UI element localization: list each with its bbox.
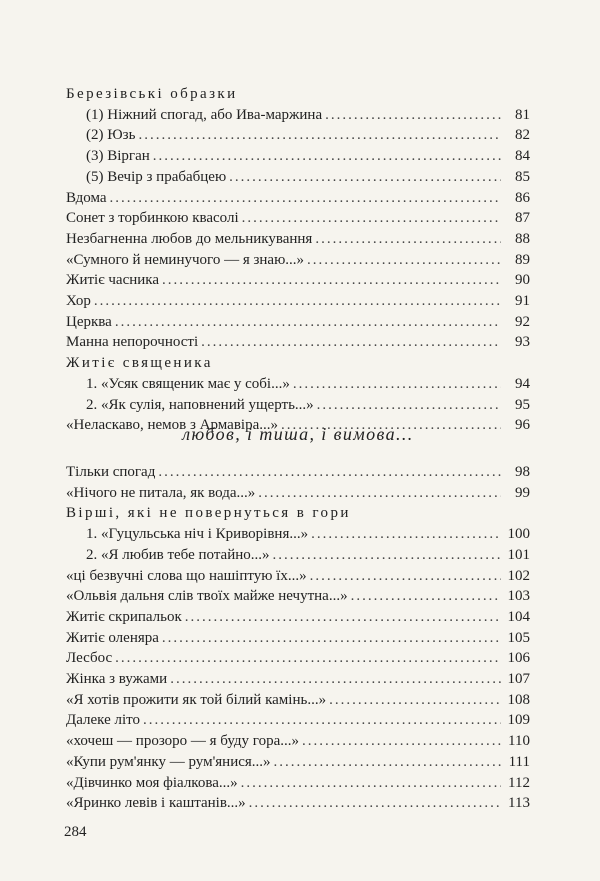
toc-entry-page: 90	[515, 272, 530, 289]
toc-entry-title: Хор	[66, 293, 91, 309]
toc-entry	[66, 710, 530, 730]
toc-entry-page: 108	[507, 691, 530, 708]
section-heading: любов, і тиша, і вимова...	[182, 424, 414, 444]
dot-leader	[258, 483, 501, 503]
dot-leader	[94, 291, 501, 311]
toc-entry-page: 109	[507, 712, 530, 729]
toc-entry	[66, 250, 530, 270]
toc-entry-page: 85	[515, 168, 530, 185]
toc-entry-page: 88	[515, 230, 530, 247]
toc-entry-page: 95	[515, 396, 530, 413]
dot-leader	[170, 669, 501, 689]
toc-entry-title: Манна непорочності	[66, 334, 199, 351]
toc-entry-page: 86	[515, 189, 530, 206]
toc-entry-title: Далеке літо	[66, 712, 140, 729]
dot-leader	[158, 462, 501, 482]
toc-entry-title: Тільки спогад	[66, 464, 156, 480]
dot-leader	[229, 167, 501, 187]
toc-entry	[66, 648, 530, 668]
toc-entry-title: «хочеш — прозоро — я буду гора...»	[66, 733, 299, 750]
toc-entry-title: 1. «Гуцульська ніч і Криворівня...»	[86, 526, 309, 543]
toc-entry-page: 87	[515, 210, 530, 227]
toc-entry-title: Березівські образки	[66, 86, 238, 102]
toc-entry-title: 2. «Я любив тебе потайно...»	[86, 546, 270, 563]
toc-entry	[66, 374, 530, 394]
toc-entry-page: 100	[507, 526, 530, 543]
toc-entry-page: 107	[507, 671, 530, 687]
dot-leader	[307, 250, 501, 270]
toc-entry-page: 106	[507, 650, 530, 667]
dot-leader	[315, 229, 501, 249]
toc-entry-title: Житіє священика	[66, 355, 213, 372]
toc-entry-title: Житіє оленяра	[66, 629, 159, 646]
toc-entry-title: «ці безвучні слова що нашіптую їх...»	[66, 567, 307, 584]
dot-leader	[274, 752, 501, 772]
toc-entry-page: 99	[515, 484, 530, 501]
toc-entry-title: «Я хотів прожити як той білий камінь...»	[66, 691, 327, 708]
dot-leader	[310, 566, 501, 586]
toc-entry	[66, 793, 530, 813]
toc-entry-title: Церква	[66, 313, 112, 330]
toc-entry-page: 113	[508, 795, 530, 812]
dot-leader	[302, 731, 501, 751]
toc-entry-title: 2. «Як сулія, наповнений ущерть...»	[86, 396, 314, 413]
toc-entry-page: 111	[508, 753, 530, 770]
toc-section-title	[66, 84, 530, 104]
dot-leader	[115, 312, 501, 332]
toc-entry	[66, 566, 530, 586]
toc-entry	[66, 270, 530, 290]
toc-entry	[66, 312, 530, 332]
toc-entry-page: 104	[507, 608, 530, 625]
dot-leader	[110, 188, 501, 208]
toc-entry	[66, 524, 530, 544]
toc-entry-title: «Сумного й неминучого — я знаю...»	[66, 251, 305, 268]
toc-entry-page: 101	[507, 546, 530, 563]
dot-leader	[273, 545, 501, 565]
toc-entry-page: 92	[515, 313, 530, 330]
toc-entry	[66, 752, 530, 772]
dot-leader	[325, 105, 501, 125]
toc-entry	[66, 545, 530, 565]
toc-entry	[66, 332, 530, 352]
toc-entry-page: 84	[515, 148, 530, 165]
toc-entry-title: «Ольвія дальня слів твоїх майже нечутна...»	[66, 588, 348, 605]
dot-leader	[201, 332, 501, 352]
page-number: 284	[64, 824, 87, 840]
toc-entry-title: Жінка з вужами	[66, 671, 168, 687]
toc-entry-page: 89	[515, 251, 530, 268]
dot-leader	[311, 524, 501, 544]
dot-leader	[329, 690, 501, 710]
toc-entry-title: (1) Ніжний спогад, або Ива-маржина	[86, 106, 323, 123]
toc-entry-page: 82	[515, 127, 530, 144]
toc-entry-title: Сонет з торбинкою квасолі	[66, 210, 239, 227]
dot-leader	[143, 710, 501, 730]
dot-leader	[185, 607, 501, 627]
toc-entry-page: 96	[515, 417, 530, 434]
toc-entry-title: Вдома	[66, 189, 107, 206]
toc-entry	[66, 229, 530, 249]
dot-leader	[241, 773, 501, 793]
toc-entry	[66, 628, 530, 648]
toc-entry-page: 94	[515, 375, 530, 392]
toc-entry-page: 93	[515, 334, 530, 351]
toc-entry	[66, 105, 530, 125]
toc-entry	[66, 607, 530, 627]
toc-entry	[66, 188, 530, 208]
toc-entry-page: 105	[507, 629, 530, 646]
dot-leader	[351, 586, 501, 606]
toc-entry-title: Вірші, які не повернуться в гори	[66, 505, 351, 522]
toc-entry-page: 102	[507, 567, 530, 584]
toc-entry	[66, 125, 530, 145]
dot-leader	[249, 793, 501, 813]
toc-entry	[66, 395, 530, 415]
toc-entry-title: Незбагненна любов до мельникування	[66, 230, 313, 247]
toc-entry-page: 112	[508, 774, 530, 791]
dot-leader	[317, 395, 501, 415]
toc-entry-title: «Яринко левів і каштанів...»	[66, 795, 246, 812]
toc-entry-title: «Неласкаво, немов з Армавіра...»	[66, 417, 278, 434]
dot-leader	[138, 125, 501, 145]
toc-entry	[66, 690, 530, 710]
dot-leader	[162, 628, 501, 648]
toc-entry	[66, 462, 530, 482]
toc-entry-title: «Нічого не питала, як вода...»	[66, 484, 256, 501]
toc-entry	[66, 483, 530, 503]
toc-entry-page: 103	[507, 588, 530, 605]
toc-entry-title: (3) Вірган	[86, 148, 150, 165]
toc-entry-page: 110	[508, 733, 530, 750]
dot-leader	[242, 208, 501, 228]
toc-entry	[66, 167, 530, 187]
toc-entry-title: «Дівчинко моя фіалкова...»	[66, 774, 238, 791]
toc-entry	[66, 731, 530, 751]
toc-entry-title: Житіє скрипальок	[66, 608, 182, 625]
toc-entry	[66, 669, 530, 689]
dot-leader	[293, 374, 501, 394]
toc-entry-title: Лесбос	[66, 650, 113, 667]
toc-entry	[66, 773, 530, 793]
toc-entry-title: «Купи рум'янку — рум'янися...»	[66, 753, 271, 770]
dot-leader	[153, 146, 501, 166]
toc-section-title	[66, 353, 530, 373]
toc-entry	[66, 291, 530, 311]
toc-entry-title: Житіє часника	[66, 272, 160, 289]
toc-entry	[66, 586, 530, 606]
toc-section-title	[66, 503, 530, 523]
toc-entry	[66, 208, 530, 228]
toc-entry-page: 91	[515, 293, 530, 309]
toc-entry-title: (5) Вечір з прабабцею	[86, 168, 227, 185]
dot-leader	[115, 648, 501, 668]
toc-entry	[66, 146, 530, 166]
dot-leader	[162, 270, 501, 290]
toc-entry-page: 98	[515, 464, 530, 480]
toc-entry-page: 81	[515, 106, 530, 123]
toc-entry-title: 1. «Усяк священик має у собі...»	[86, 375, 290, 392]
toc-entry-title: (2) Юзь	[86, 127, 136, 144]
